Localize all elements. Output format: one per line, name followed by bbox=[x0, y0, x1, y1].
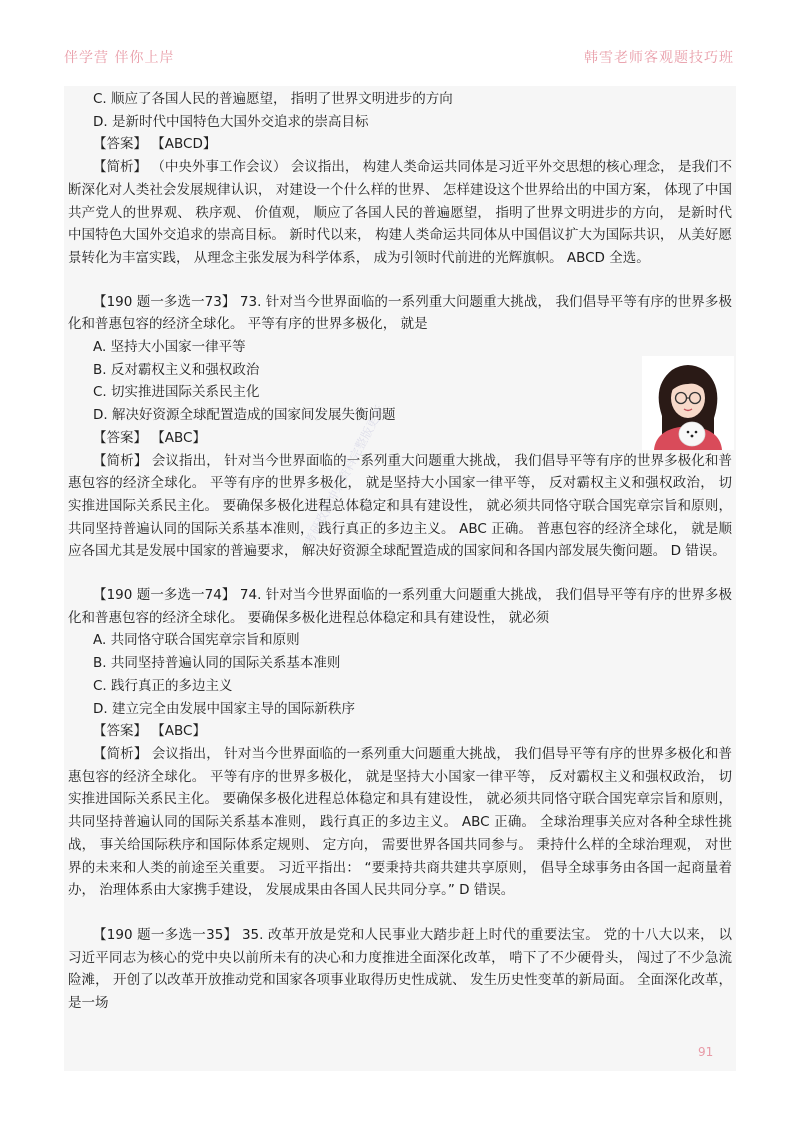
q73-option-d: D. 解决好资源全球配置造成的国家间发展失衡问题 bbox=[93, 407, 396, 424]
watermark: 考研政治冲刺资料完整版更新 bbox=[301, 403, 388, 548]
q74-analysis: 【简析】 会议指出， 针对当今世界面临的一系列重大问题重大挑战， 我们倡导平等有序的世界多极化和普惠包容的经济全球化。 平等有序的世界多极化， 就是坚持大小国家一律平等， 反对霸权主义和强权政治， 切实推进国际关系民主化。 要确保多极化进程总体稳定和具有建设性， 就必须共同恪守联合国宪章宗旨和原则， 共同坚持普遍认同的国际关系基本准则， 践行真正的多边主义。 ABC 正确。 全球治理事关应对各种全球性挑战， 事关给国际秩序和国际体系定规则、 定方向， 需要世界各国共同参与。 秉持什么样的全球治理观， 对世界的未来和人类的前途至关重要。 习近平指出： “要秉持共商共建共享原则， 倡导全球事务由各国一起商量着办， 治理体系由大家携手建设， 发展成果由各国人民共同分享。” D 错误。 bbox=[68, 745, 732, 899]
spacer bbox=[68, 270, 732, 291]
q73-stem: 【190 题一多选一73】 73. 针对当今世界面临的一系列重大问题重大挑战， 我们倡导平等有序的世界多极化和普惠包容的经济全球化。 平等有序的世界多极化， 就是 bbox=[68, 293, 732, 333]
q73-option-a: A. 坚持大小国家一律平等 bbox=[93, 339, 246, 356]
teacher-avatar-illustration bbox=[642, 356, 734, 450]
document-body bbox=[68, 88, 732, 1015]
spacer bbox=[68, 563, 732, 584]
q74-option-b: B. 共同坚持普遍认同的国际关系基本准则 bbox=[93, 655, 341, 672]
page-number: 91 bbox=[698, 1045, 714, 1059]
block1-answer: 【答案】 【ABCD】 bbox=[93, 136, 217, 153]
block1-option-d: D. 是新时代中国特色大国外交追求的崇高目标 bbox=[93, 113, 369, 130]
q73-answer: 【答案】 【ABC】 bbox=[93, 429, 206, 446]
q74-stem: 【190 题一多选一74】 74. 针对当今世界面临的一系列重大问题重大挑战， 我们倡导平等有序的世界多极化和普惠包容的经济全球化。 要确保多极化进程总体稳定和具有建设性， 就必须 bbox=[68, 587, 732, 626]
page-header bbox=[0, 0, 800, 86]
block1-analysis: 【简析】 （中央外事工作会议） 会议指出， 构建人类命运共同体是习近平外交思想的核心理念， 是我们不断深化对人类社会发展规律认识， 对建设一个什么样的世界、 怎样建设这个世界给出的中国方案， 体现了中国共产党人的世界观、 秩序观、 价值观， 顺应了各国人民的普遍愿望， 指明了世界文明进步的方向， 是新时代中国特色大国外交追求的崇高目标。 新时代以来， 构建人类命运共同体从中国倡议扩大为国际共识， 从美好愿景转化为丰富实践， 从理念主张发展为科学体系， 成为引领时代前进的光辉旗帜。 ABCD 全选。 bbox=[68, 159, 732, 266]
q74-option-a: A. 共同恪守联合国宪章宗旨和原则 bbox=[93, 632, 300, 649]
q74-option-c: C. 践行真正的多边主义 bbox=[93, 677, 233, 694]
header-right-title: 韩雪老师客观题技巧班 bbox=[584, 50, 734, 66]
block1-option-c: C. 顺应了各国人民的普遍愿望， 指明了世界文明进步的方向 bbox=[93, 91, 453, 107]
q74-answer: 【答案】 【ABC】 bbox=[93, 723, 206, 740]
spacer bbox=[68, 902, 732, 924]
header-left-title: 伴学营 伴你上岸 bbox=[64, 50, 175, 66]
q73-analysis: 【简析】 会议指出， 针对当今世界面临的一系列重大问题重大挑战， 我们倡导平等有序的世界多极化和普惠包容的经济全球化。 平等有序的世界多极化， 就是坚持大小国家一律平等， 反对霸权主义和强权政治， 切实推进国际关系民主化。 要确保多极化进程总体稳定和具有建设性， 就必须共同恪守联合国宪章宗旨和原则， 共同坚持普遍认同的国际关系基本准则， 践行真正的多边主义。 ABC 正确。 普惠包容的经济全球化， 就是顺应各国尤其是发展中国家的普遍要求， 解决好资源全球配置造成的国家间和各国内部发展失衡问题。 D 错误。 bbox=[68, 452, 732, 560]
q35-stem: 【190 题一多选一35】 35. 改革开放是党和人民事业大踏步赶上时代的重要法宝。 党的十八大以来， 以习近平同志为核心的党中央以前所未有的决心和力度推进全面深化改革， 啃下了不少硬骨头， 闯过了不少急流险滩， 开创了以改革开放推动党和国家各项事业取得历史性成就、 发生历史性变革的新局面。 全面深化改革， 是一场 bbox=[68, 926, 732, 1012]
q74-option-d: D. 建立完全由发展中国家主导的国际新秩序 bbox=[93, 700, 355, 717]
q73-option-b: B. 反对霸权主义和强权政治 bbox=[93, 361, 260, 378]
q73-option-c: C. 切实推进国际关系民主化 bbox=[93, 384, 260, 401]
